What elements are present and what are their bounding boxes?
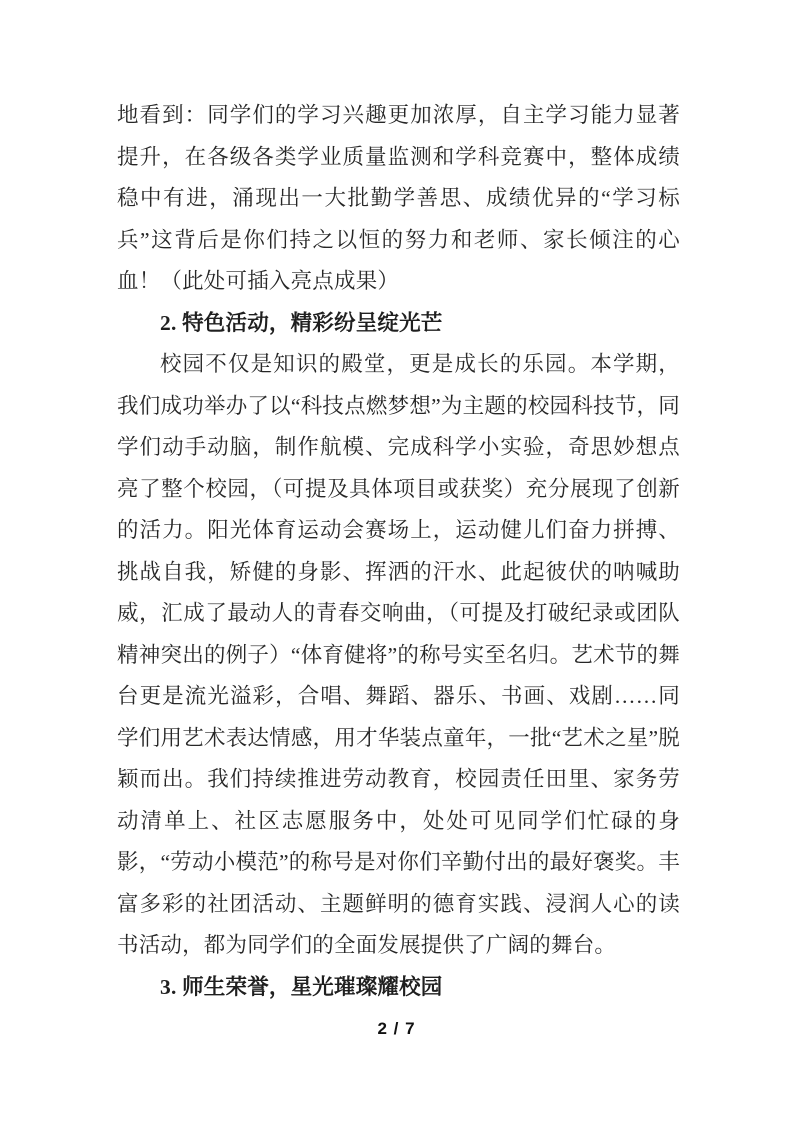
page-footer bbox=[0, 1019, 793, 1039]
paragraph-achievements-continuation: 地看到：同学们的学习兴趣更加浓厚，自主学习能力显著提升，在各级各类学业质量监测和学科竞赛中，整体成绩稳中有进，涌现出一大批勤学善思、成绩优异的“学习标兵”这背后是你们持之以恒的努力和老师、家长倾注的心血！（此处可插入亮点成果） bbox=[117, 103, 680, 293]
paragraph-activities-detail: 校园不仅是知识的殿堂，更是成长的乐园。本学期，我们成功举办了以“科技点燃梦想”为主题的校园科技节，同学们动手动脑，制作航模、完成科学小实验，奇思妙想点亮了整个校园，（可提及具体项目或获奖）充分展现了创新的活力。阳光体育运动会赛场上，运动健儿们奋力拼搏、挑战自我，矫健的身影、挥洒的汗水、此起彼伏的呐喊助威，汇成了最动人的青春交响曲，（可提及打破纪录或团队精神突出的例子）“体育健将”的称号实至名归。艺术节的舞台更是流光溢彩，合唱、舞蹈、器乐、书画、戏剧……同学们用艺术表达情感，用才华装点童年，一批“艺术之星”脱颖而出。我们持续推进劳动教育，校园责任田里、家务劳动清单上、社区志愿服务中，处处可见同学们忙碌的身影，“劳动小模范”的称号是对你们辛勤付出的最好褒奖。丰富多彩的社团活动、主题鲜明的德育实践、浸润人心的读书活动，都为同学们的全面发展提供了广阔的舞台。 bbox=[117, 352, 680, 957]
document-body bbox=[117, 95, 680, 1008]
section-heading-3-honors: 3. 师生荣誉，星光璀璨耀校园 bbox=[160, 974, 443, 999]
section-heading-2-special-activities: 2. 特色活动，精彩纷呈绽光芒 bbox=[160, 310, 443, 335]
page-number: 2 / 7 bbox=[377, 1019, 416, 1038]
